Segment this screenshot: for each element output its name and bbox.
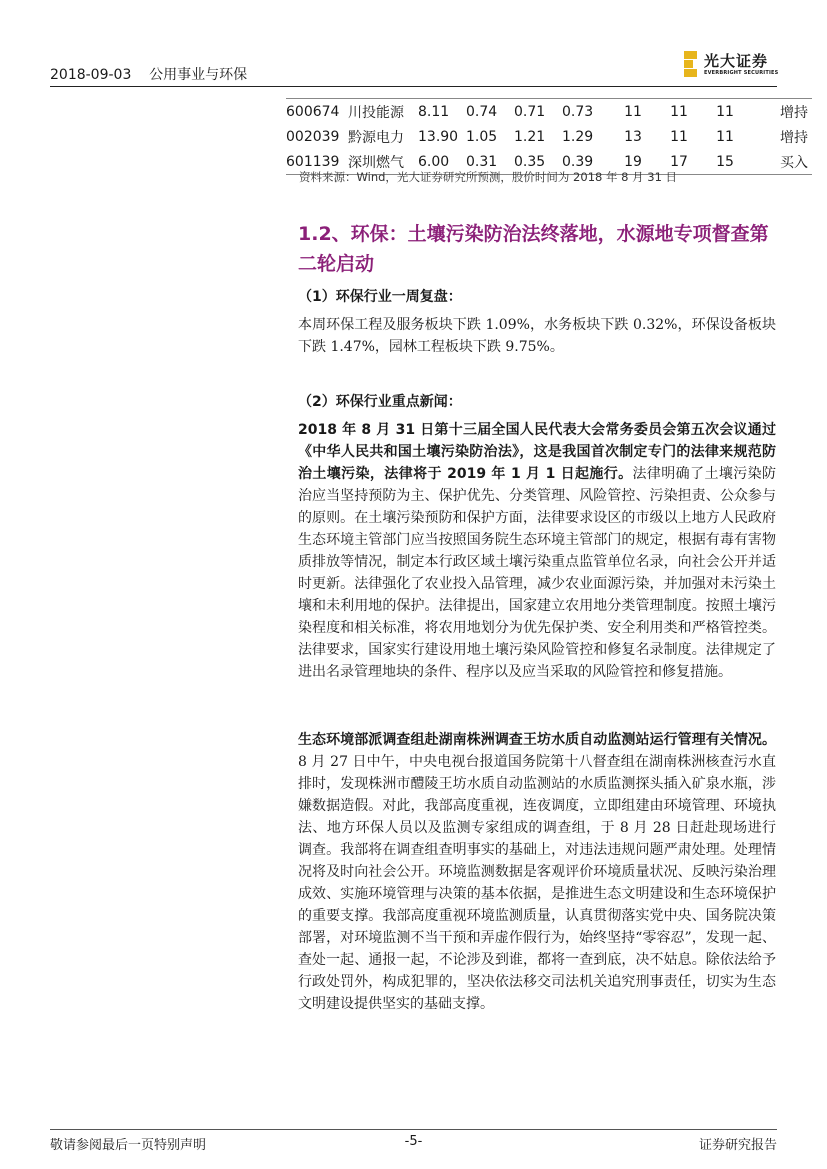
news-zhuzhou-investigation xyxy=(298,729,776,1015)
pe-2018: 11 xyxy=(670,128,688,145)
pe-2018: 11 xyxy=(656,99,702,125)
pe-2019: 15 xyxy=(702,149,748,175)
stock-name: 深圳燃气 xyxy=(348,149,418,175)
pe-2019: 11 xyxy=(716,128,734,145)
logo-chinese-name: 光大证券 xyxy=(704,52,769,70)
eps-2017: 0.31 xyxy=(466,149,514,175)
page-number: -5- xyxy=(404,1134,423,1149)
stock-code: 002039 xyxy=(286,128,340,145)
pe-2017: 11 xyxy=(610,99,656,125)
rating: 买入 xyxy=(748,149,812,175)
footer-report-type: 证券研究报告 xyxy=(698,1138,777,1153)
pe-2017: 19 xyxy=(610,149,656,175)
stock-code: 601139 xyxy=(286,149,348,175)
table-row xyxy=(286,99,812,125)
stock-code: 600674 xyxy=(286,99,348,125)
rating: 增持 xyxy=(780,129,808,146)
table-source-note: 资料来源：Wind，光大证券研究所预测，股价时间为 2018 年 8 月 31 日 xyxy=(299,170,678,184)
eps-2018: 0.71 xyxy=(514,99,562,125)
logo-english-name: EVERBRIGHT SECURITIES xyxy=(704,70,779,76)
eps-2019: 0.39 xyxy=(562,149,610,175)
eps-2019: 1.29 xyxy=(562,128,594,145)
news-soil-law xyxy=(298,419,776,683)
eps-2017: 1.05 xyxy=(466,128,498,145)
eps-2018: 1.21 xyxy=(514,128,546,145)
stock-name: 黔源电力 xyxy=(348,129,404,146)
weekly-review-text: 本周环保工程及服务板块下跌 1.09%，水务板块下跌 0.32%，环保设备板块下跌 1.47%，园林工程板块下跌 9.75%。 xyxy=(298,317,776,355)
stock-price: 13.90 xyxy=(418,128,459,145)
pe-2018: 17 xyxy=(656,149,702,175)
eps-2018: 0.35 xyxy=(514,149,562,175)
pe-2017: 13 xyxy=(624,128,642,145)
eps-2017: 0.74 xyxy=(466,99,514,125)
stock-price: 6.00 xyxy=(418,149,466,175)
stock-price: 8.11 xyxy=(418,99,466,125)
logo-mark-icon xyxy=(684,51,697,77)
news-soil-law-headline: 2018 年 8 月 31 日第十三届全国人民代表大会常务委员会第五次会议通过《中华人民共和国土壤污染防治法》，这是我国首次制定专门的法律来规范防治土壤污染，法律将于 2019 年 1 月 1 日起施行。 xyxy=(298,422,776,482)
stock-name: 川投能源 xyxy=(348,99,418,125)
rating: 增持 xyxy=(748,99,812,125)
header-divider xyxy=(50,86,777,87)
subsection-weekly-review: （1）环保行业一周复盘： xyxy=(298,289,462,305)
footer-divider xyxy=(50,1129,777,1130)
pe-2019: 11 xyxy=(702,99,748,125)
eps-2019: 0.73 xyxy=(562,99,610,125)
footer-disclaimer: 敬请参阅最后一页特别声明 xyxy=(50,1138,207,1153)
news-soil-law-body: 法律明确了土壤污染防治应当坚持预防为主、保护优先、分类管理、风险管控、污染担责、公众参与的原则。在土壤污染预防和保护方面，法律要求设区的市级以上地方人民政府生态环境主管部门应当按照国务院生态环境主管部门的规定，根据有毒有害物质排放等情况，制定本行政区域土壤污染重点监管单位名录，向社会公开并适时更新。法律强化了农业投入品管理，减少农业面源污染，并加强对未污染土壤和未利用地的保护。法律提出，国家建立农用地分类管理制度。按照土壤污染程度和相关标准，将农用地划分为优先保护类、安全利用类和严格管控类。法律要求，国家实行建设用地土壤污染风险管控和修复名录制度。法律规定了进出名录管理地块的条件、程序以及应当采取的风险管控和修复措施。 xyxy=(298,466,776,680)
stock-forecast-table xyxy=(286,98,812,175)
header-date-category: 2018-09-03 公用事业与环保 xyxy=(50,67,248,83)
news-zhuzhou-headline: 生态环境部派调查组赴湖南株洲调查王坊水质自动监测站运行管理有关情况。 xyxy=(298,732,776,748)
subsection-key-news: （2）环保行业重点新闻： xyxy=(298,394,462,410)
section-title: 1.2、环保：土壤污染防治法终落地，水源地专项督查第二轮启动 xyxy=(298,223,769,275)
table-row xyxy=(286,124,812,149)
company-logo xyxy=(684,50,784,80)
news-zhuzhou-body: 8 月 27 日中午，中央电视台报道国务院第十八督查组在湖南株洲核查污水直排时，发现株洲市醴陵王坊水质自动监测站的水质监测探头插入矿泉水瓶，涉嫌数据造假。对此，我部高度重视，连夜调度，立即组建由环境管理、环境执法、地方环保人员以及监测专家组成的调查组，于 8 月 28 日赶赴现场进行调查。我部将在调查组查明事实的基础上，对违法违规问题严肃处理。处理情况将及时向社会公开。环境监测数据是客观评价环境质量状况、反映污染治理成效、实施环境管理与决策的基本依据，是推进生态文明建设和生态环境保护的重要支撑。我部高度重视环境监测质量，认真贯彻落实党中央、国务院决策部署，对环境监测不当干预和弄虚作假行为，始终坚持“零容忍”，发现一起、查处一起、通报一起，不论涉及到谁，都将一查到底，决不姑息。除依法给予行政处罚外，构成犯罪的，坚决依法移交司法机关追究刑事责任，切实为生态文明建设提供坚实的基础支撑。 xyxy=(298,754,776,1012)
